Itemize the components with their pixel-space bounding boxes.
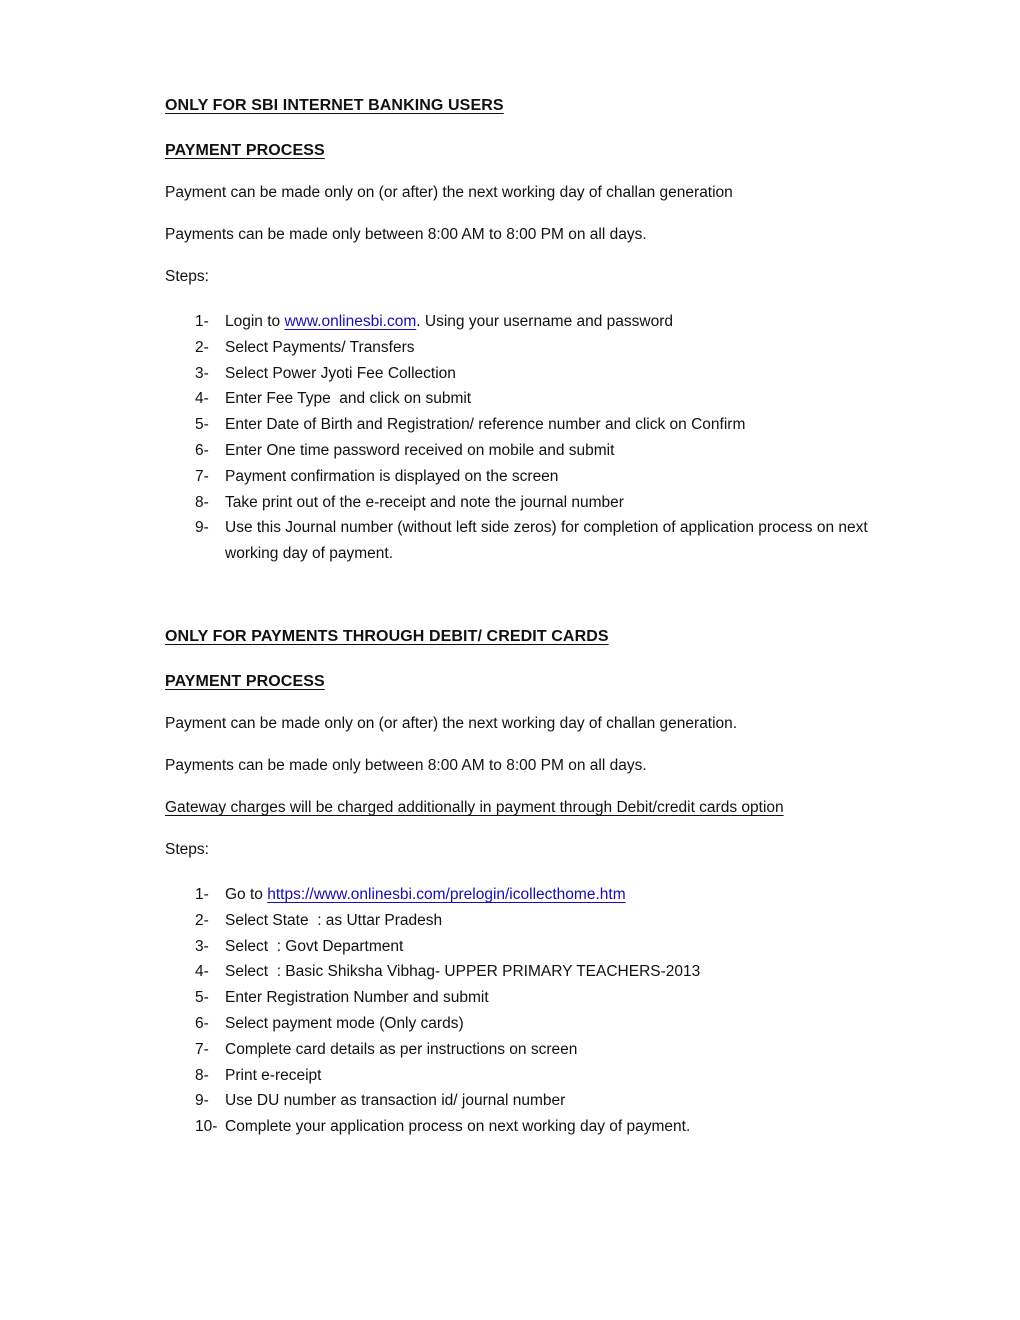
step-number: 7- [195,1040,209,1058]
list-item [165,412,905,438]
section-subtitle: PAYMENT PROCESS [165,142,325,159]
step-text: Payment confirmation is displayed on the screen [225,467,559,485]
icollect-link[interactable]: https://www.onlinesbi.com/prelogin/icollecthome.htm [267,885,626,903]
list-item [165,959,905,985]
step-number: 6- [195,441,209,459]
paragraph-timing: Payments can be made only between 8:00 AM to 8:00 PM on all days. [165,756,647,774]
section-debit-credit-cards [165,627,905,1140]
list-item [165,309,905,335]
step-number: 9- [195,1092,209,1110]
step-number: 8- [195,1066,209,1084]
list-item [165,1037,905,1063]
paragraph-working-day: Payment can be made only on (or after) the next working day of challan generation [165,184,733,201]
gateway-charges-note: Gateway charges will be charged additionally in payment through Debit/credit cards option [165,798,784,816]
steps-list [165,309,905,567]
step-text: Enter Date of Birth and Registration/ reference number and click on Confirm [225,416,746,434]
list-item [165,985,905,1011]
step-number: 2- [195,911,209,929]
step-text: Complete your application process on next working day of payment. [225,1118,691,1136]
list-item [165,438,905,464]
step-number: 9- [195,519,209,537]
list-item [165,515,905,567]
step-text: Use DU number as transaction id/ journal number [225,1092,566,1110]
section-title: ONLY FOR PAYMENTS THROUGH DEBIT/ CREDIT CARDS [165,627,609,645]
step-number: 5- [195,416,209,434]
list-item [165,335,905,361]
step-number: 3- [195,937,209,955]
list-item [165,908,905,934]
section-title: ONLY FOR SBI INTERNET BANKING USERS [165,97,504,114]
step-text: Enter One time password received on mobile and submit [225,441,615,459]
step-text: Select : Govt Department [225,937,404,955]
step-text: Enter Fee Type and click on submit [225,390,472,408]
paragraph-timing: Payments can be made only between 8:00 AM to 8:00 PM on all days. [165,226,647,243]
step-number: 3- [195,364,209,382]
list-item [165,361,905,387]
step-text: Select Power Jyoti Fee Collection [225,364,456,382]
step-number: 6- [195,1014,209,1032]
list-item [165,386,905,412]
list-item [165,1088,905,1114]
section-spacer [165,567,905,627]
list-item [165,1011,905,1037]
step-text [225,309,905,335]
step-number: 7- [195,467,209,485]
step-text: Select State : as Uttar Pradesh [225,911,443,929]
list-item [165,464,905,490]
section-sbi-internet-banking [165,96,905,567]
step-number: 1- [195,885,209,903]
onlinesbi-link[interactable]: www.onlinesbi.com [284,313,417,330]
step-text: Take print out of the e-receipt and note the journal number [225,493,624,511]
step-text-suffix: . Using your username and password [416,313,674,330]
step-text: Select Payments/ Transfers [225,338,415,356]
list-item [165,934,905,960]
paragraph-working-day: Payment can be made only on (or after) the next working day of challan generation. [165,714,738,732]
step-number: 8- [195,493,209,511]
step-number: 4- [195,963,209,981]
step-text: Complete card details as per instructions on screen [225,1040,578,1058]
steps-label: Steps: [165,268,209,285]
step-text [225,882,905,908]
section-subtitle: PAYMENT PROCESS [165,672,325,690]
step-text: Print e-receipt [225,1066,322,1084]
step-text: Select : Basic Shiksha Vibhag- UPPER PRIMARY TEACHERS-2013 [225,963,701,981]
step-text-prefix: Login to [225,313,285,330]
step-number: 2- [195,338,209,356]
step-text-prefix: Go to [225,885,268,903]
step-number: 10- [195,1118,218,1136]
list-item [165,490,905,516]
step-number: 4- [195,390,209,408]
list-item [165,882,905,908]
step-text: Select payment mode (Only cards) [225,1014,464,1032]
list-item [165,1114,905,1140]
steps-list [165,882,905,1140]
step-number: 1- [195,313,209,330]
steps-label: Steps: [165,840,209,858]
list-item [165,1063,905,1089]
document-page [165,96,905,1140]
step-text: Use this Journal number (without left side zeros) for completion of application process on next working day of payment. [225,519,868,563]
step-number: 5- [195,989,209,1007]
step-text: Enter Registration Number and submit [225,989,489,1007]
